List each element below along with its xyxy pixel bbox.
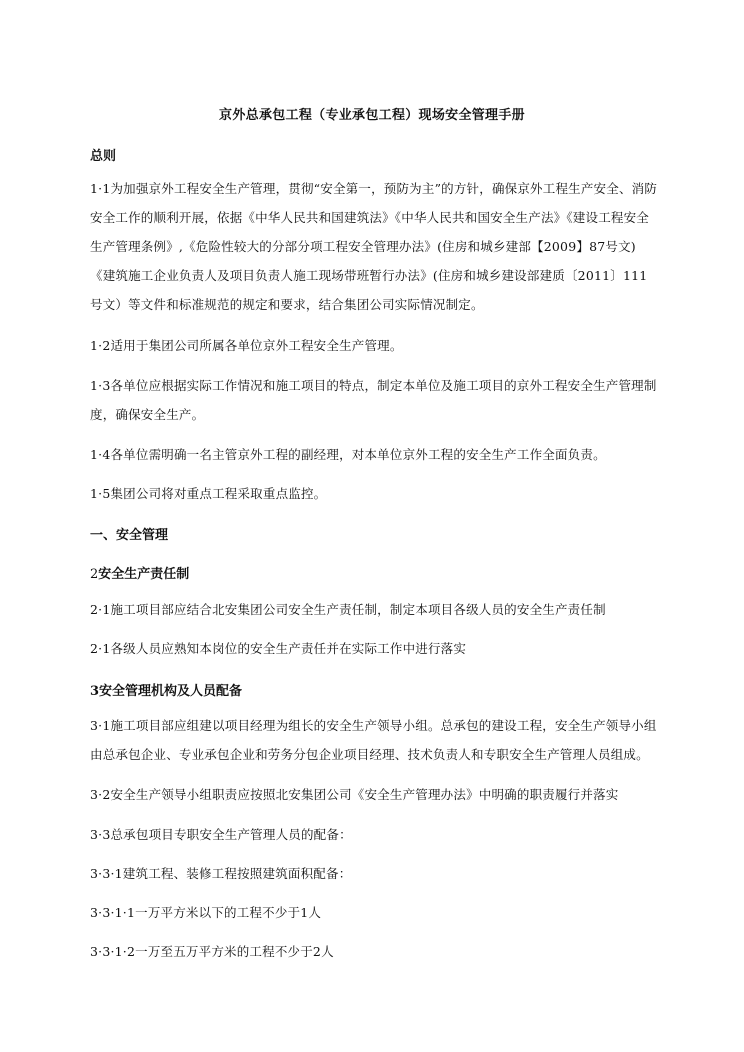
paragraph-3-2: 3·2安全生产领导小组职责应按照北安集团公司《安全生产管理办法》中明确的职责履行并落实	[90, 787, 619, 802]
paragraph-2-1a: 2·1施工项目部应结合北安集团公司安全生产责任制，制定本项目各级人员的安全生产责任制	[90, 602, 606, 617]
subsection-heading-responsibility	[90, 563, 189, 582]
paragraph-1-4: 1·4各单位需明确一名主管京外工程的副经理，对本单位京外工程的安全生产工作全面负责。	[90, 447, 606, 462]
subsection-heading-organization: 3安全管理机构及人员配备	[90, 684, 243, 699]
paragraph-1-3: 1·3各单位应根据实际工作情况和施工项目的特点，制定本单位及施工项目的京外工程安全生产管理制度，确保安全生产。	[90, 378, 657, 422]
paragraph-3-3: 3·3总承包项目专职安全生产管理人员的配备：	[90, 827, 352, 842]
paragraph-3-1: 3·1施工项目部应组建以项目经理为组长的安全生产领导小组。总承包的建设工程，安全生产领导小组由总承包企业、专业承包企业和劳务分包企业项目经理、技术负责人和专职安全生产管理人员组成。	[90, 718, 657, 762]
paragraph-1-5: 1·5集团公司将对重点工程采取重点监控。	[90, 486, 327, 501]
paragraph-3-3-1-2: 3·3·1·2一万至五万平方米的工程不少于2人	[90, 944, 334, 959]
paragraph-2-1b: 2·1各级人员应熟知本岗位的安全生产责任并在实际工作中进行落实	[90, 641, 467, 656]
paragraph-3-3-1: 3·3·1建筑工程、装修工程按照建筑面积配备：	[90, 866, 352, 881]
paragraph-1-1: 1·1为加强京外工程安全生产管理，贯彻“安全第一，预防为主”的方针，确保京外工程生产安全、消防安全工作的顺利开展，依据《中华人民共和国建筑法》《中华人民共和国安全生产法》《建设工程安全生产管理条例》,《危险性较大的分部分项工程安全管理办法》(住房和城乡建部【2009】87号文)《建筑施工企业负责人及项目负责人施工现场带班暂行办法》(住房和城乡建设部建质〔2011〕111号文）等文件和标准规范的规定和要求，结合集团公司实际情况制定。	[90, 181, 658, 312]
paragraph-3-3-1-1: 3·3·1·1一万平方米以下的工程不少于1人	[90, 905, 322, 920]
subsection-title: 安全生产责任制	[98, 567, 190, 582]
paragraph-1-2: 1·2适用于集团公司所属各单位京外工程安全生产管理。	[90, 338, 403, 353]
subsection-number: 2	[90, 567, 99, 582]
section-heading-general: 总则	[90, 149, 117, 164]
document-title: 京外总承包工程（专业承包工程）现场安全管理手册	[219, 108, 525, 123]
section-heading-safety-management: 一、安全管理	[90, 528, 169, 543]
